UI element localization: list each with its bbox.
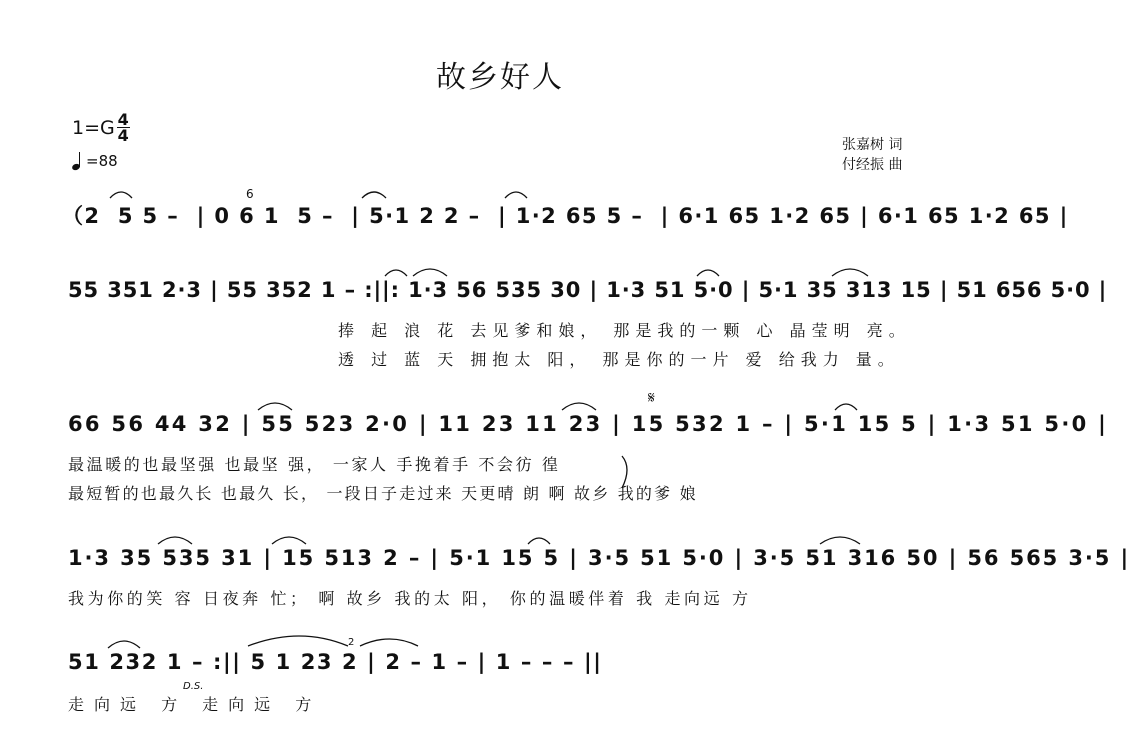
- score-line-4: [0, 546, 1130, 578]
- segno-icon: 𝄋: [648, 388, 655, 407]
- lyricist-credit: 张嘉树 词: [842, 137, 903, 153]
- slur: [258, 403, 292, 410]
- page-title: 故乡好人: [436, 60, 564, 95]
- lyric-text: 最短暂的也最久长 也最久 长， 一段日子走过来 天更晴 朗 啊 故乡 我的爹 娘: [68, 484, 698, 503]
- slur: [820, 537, 860, 544]
- time-signature: [117, 112, 130, 143]
- notation-text: （2 5 5 – | 0 6 1 5 – | 5·1 2 2 – | 1·2 65 5 – | 6·1 65 1·2 65 | 6·1 65 1·2 65 |: [62, 204, 1069, 228]
- notation-text: 1·3 35 535 31 | 15 513 2 – | 5·1 15 5 | 3·5 51 5·0 | 3·5 51 316 50 | 56 565 3·5 |: [68, 546, 1130, 570]
- time-beats: 4: [117, 110, 129, 129]
- score-line-3: [0, 412, 1109, 444]
- score-line-2: [0, 278, 1108, 310]
- lyric-line-5: [0, 586, 1000, 610]
- slur: [697, 270, 719, 276]
- lyric-text: 透 过 蓝 天 拥抱太 阳， 那是你的一片 爱 给我力 量。: [338, 350, 900, 369]
- slur: [272, 537, 306, 544]
- slur: [108, 641, 140, 648]
- lyric-line-3: [0, 452, 1000, 476]
- slur: [248, 636, 348, 646]
- lyric-line-6: [0, 692, 1000, 716]
- lyric-line-1: [0, 318, 1000, 342]
- lyric-text: 我为你的笑 容 日夜奔 忙； 啊 故乡 我的太 阳， 你的温暖伴着 我 走向远 方: [68, 589, 752, 608]
- slur: [385, 270, 407, 276]
- slur: [832, 269, 868, 276]
- slur: [562, 403, 596, 410]
- slur: [505, 192, 527, 198]
- slur: [362, 192, 386, 198]
- lyric-text: 走向远 方 走向远 方: [68, 695, 322, 714]
- tempo-value: =88: [86, 152, 118, 170]
- composer-credit: 付经振 曲: [842, 157, 903, 173]
- slur: [835, 404, 857, 410]
- key-signature: [72, 112, 130, 143]
- volta-mark: 2: [348, 637, 355, 648]
- slur: [528, 538, 550, 544]
- credits: [842, 135, 902, 175]
- lyric-line-2: [0, 347, 1000, 371]
- key-prefix: 1=G: [72, 116, 115, 139]
- score-line-5: [0, 650, 1000, 682]
- slur: [158, 537, 192, 544]
- lyric-text: 捧 起 浪 花 去见爹和娘， 那是我的一颗 心 晶莹明 亮。: [338, 321, 911, 340]
- lyric-line-4: [0, 481, 1000, 505]
- slur: [360, 639, 418, 646]
- lyric-text: 最温暖的也最坚强 也最坚 强， 一家人 手挽着手 不会彷 徨: [68, 455, 561, 474]
- slur: [413, 269, 447, 276]
- grace-note-mark: 6: [246, 187, 254, 201]
- time-unit: 4: [117, 126, 129, 145]
- score-line-1: [0, 200, 1069, 232]
- tempo-marking: [72, 152, 118, 170]
- notation-text: 55 351 2·3 | 55 352 1 – :||: 1·3 56 535 30 | 1·3 51 5·0 | 5·1 35 313 15 | 51 656 5·0 |: [68, 278, 1108, 302]
- slur: [110, 192, 132, 198]
- notation-text: 66 56 44 32 | 55 523 2·0 | 11 23 11 23 | 15 532 1 – | 5·1 15 5 | 1·3 51 5·0 |: [68, 412, 1109, 436]
- quarter-note-icon: [72, 152, 84, 170]
- ds-mark: D.S.: [183, 681, 204, 692]
- notation-text: 51 232 1 – :|| 5 1 23 2 | 2 – 1 – | 1 – – – ||: [68, 650, 603, 674]
